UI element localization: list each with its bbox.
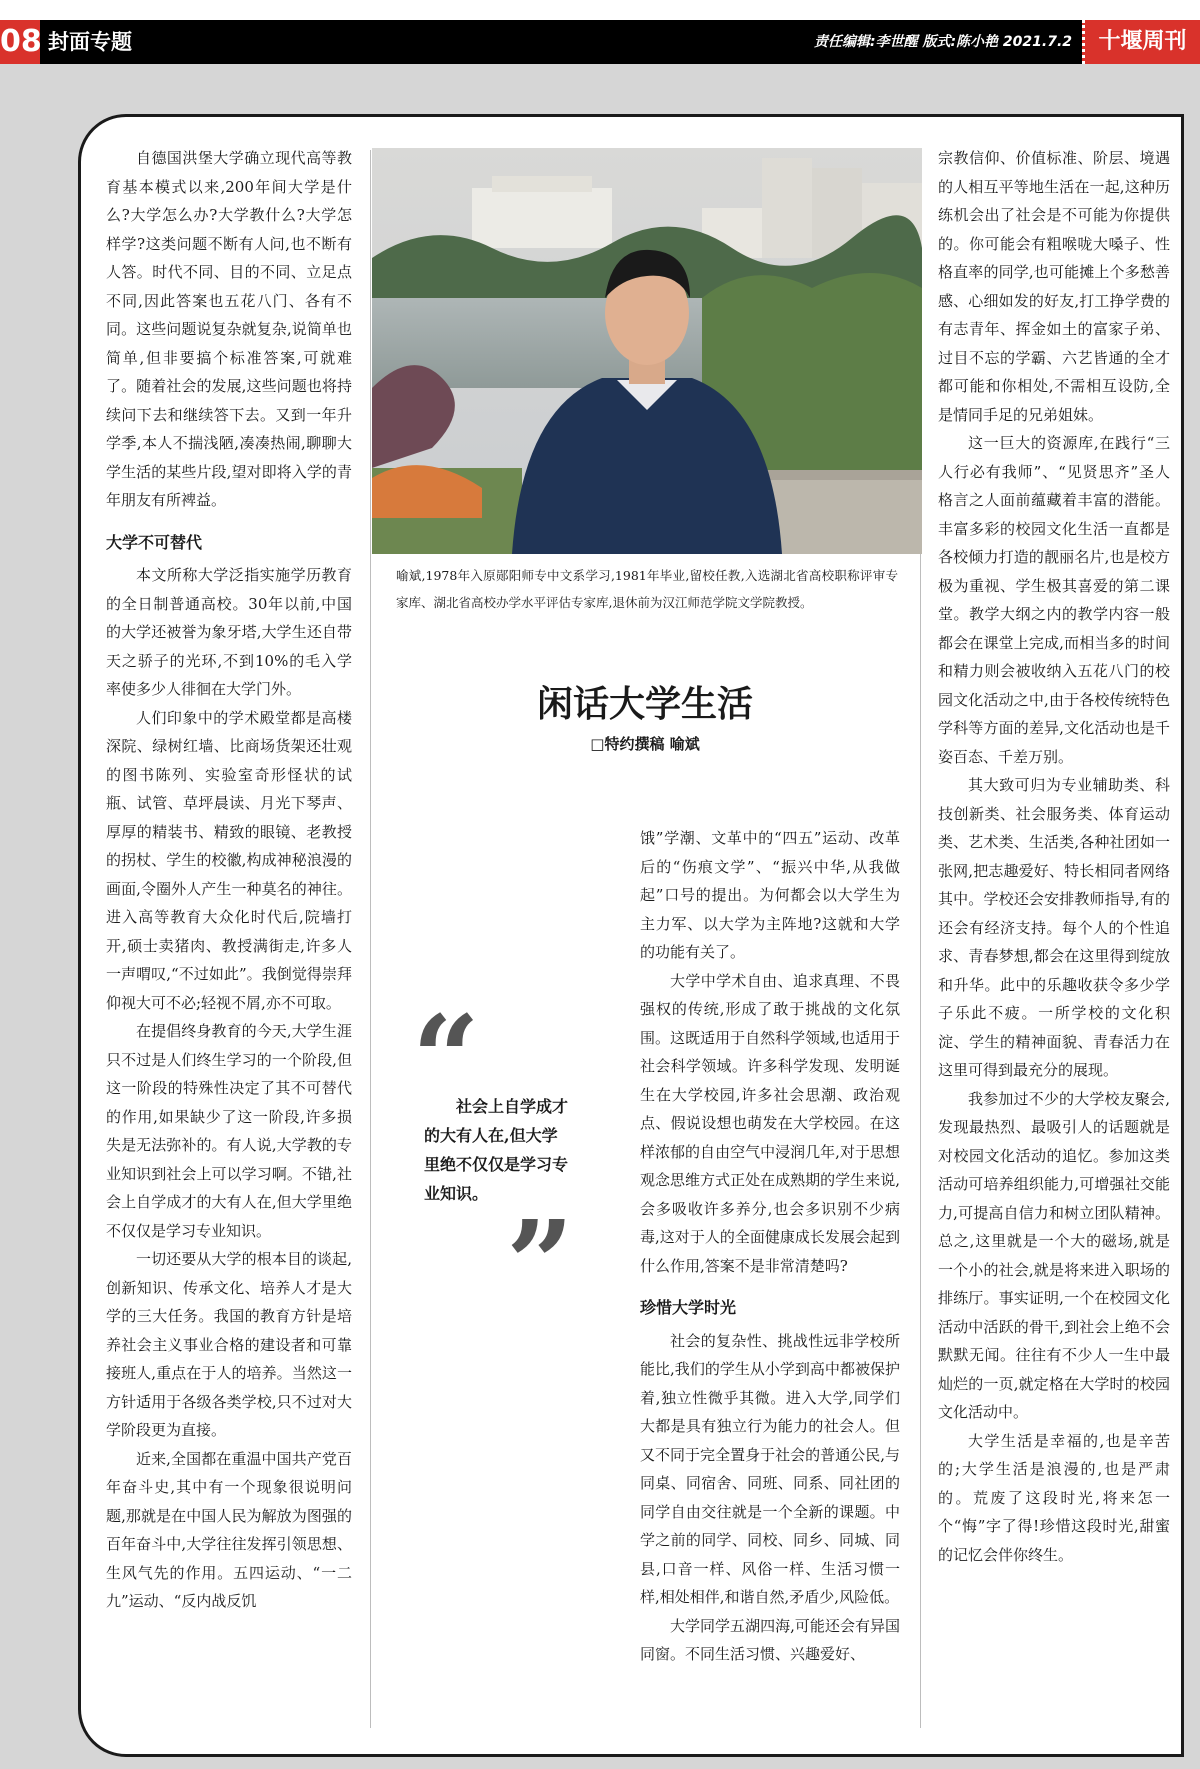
article-byline: □特约撰稿 喻斌 xyxy=(590,735,700,753)
pull-quote: 社会上自学成才的大有人在,但大学里绝不仅仅是学习专业知识。 xyxy=(424,1097,569,1203)
paragraph: 大学生活是幸福的,也是辛苦的;大学生活是浪漫的,也是严肃的。荒废了这段时光,将来怎一个“悔”字了得!珍惜这段时光,甜蜜的记忆会伴你终生。 xyxy=(938,1431,1170,1564)
photo-caption: 喻斌,1978年入原郧阳师专中文系学习,1981年毕业,留校任教,入选湖北省高校职称评审专家库、湖北省高校办学水平评估专家库,退休前为汉江师范学院文学院教授。 xyxy=(396,568,898,610)
quote-close-icon: ” xyxy=(506,1194,574,1333)
page-header xyxy=(0,20,1200,64)
editor-info: 责任编辑:李世醒 版式:陈小艳 2021.7.2 xyxy=(813,34,1072,50)
section-title: 封面专题 xyxy=(48,30,132,54)
paragraph: 人们印象中的学术殿堂都是高楼深院、绿树红墙、比商场货架还壮观的图书陈列、实验室奇形怪状的试瓶、试管、草坪晨读、月光下琴声、厚厚的精装书、精致的眼镜、老教授的拐杖、学生的校徽,构成神秘浪漫的画面,令圈外人产生一种莫名的神往。进入高等教育大众化时代后,院墙打开,硕士卖猪肉、教授满街走,许多人一声喟叹,“不过如此”。我倒觉得崇拜仰视大可不必;轻视不屑,亦不可取。 xyxy=(106,708,352,1012)
article-column-1 xyxy=(106,144,352,1616)
author-photo-image xyxy=(372,148,922,554)
paragraph: 大学中学术自由、追求真理、不畏强权的传统,形成了敢于挑战的文化氛围。这既适用于自然科学领域,也适用于社会科学领域。许多科学发现、发明诞生在大学校园,许多社会思潮、政治观点、假说设想也萌发在大学校园。在这样浓郁的自由空气中浸润几年,对于思想观念思维方式正处在成熟期的学生来说,会多吸收许多养分,也会多识别不少病毒,这对于人的全面健康成长发展会起到什么作用,答案不是非常清楚吗? xyxy=(640,971,900,1275)
paragraph: 其大致可归为专业辅助类、科技创新类、社会服务类、体育运动类、艺术类、生活类,各种社团如一张网,把志趣爱好、特长相同者网络其中。学校还会安排教师指导,有的还会有经济支持。每个人的个性追求、青春梦想,都会在这里得到绽放和升华。此中的乐趣收获令多少学子乐此不疲。一所学校的文化积淀、学生的精神面貌、青春活力在这里可得到最充分的展现。 xyxy=(938,776,1170,1079)
author-photo xyxy=(372,148,922,554)
quote-open-icon: “ xyxy=(412,989,480,1128)
paragraph: 饿”学潮、文革中的“四五”运动、改革后的“伤痕文学”、“振兴中华,从我做起”口号的提出。为何都会以大学生为主力军、以大学为主阵地?这就和大学的功能有关了。 xyxy=(640,829,900,961)
brand-logo: 十堰周刊 xyxy=(1082,20,1200,64)
page-number: 08 xyxy=(0,20,40,64)
section-heading-2: 珍惜大学时光 xyxy=(640,1298,737,1317)
paragraph: 本文所称大学泛指实施学历教育的全日制普通高校。30年以前,中国的大学还被誉为象牙塔,大学生还自带天之骄子的光环,不到10%的毛入学率使多少人徘徊在大学门外。 xyxy=(106,566,352,698)
paragraph: 宗教信仰、价值标准、阶层、境遇的人相互平等地生活在一起,这种历练机会出了社会是不可能为你提供的。你可能会有粗喉咙大嗓子、性格直率的同学,也可能摊上个多愁善感、心细如发的好友,打工挣学费的有志青年、挥金如土的富家子弟、过目不忘的学霸、六艺皆通的全才都可能和你相处,不需相互设防,全是情同手足的兄弟姐妹。 xyxy=(938,149,1170,424)
paragraph: 近来,全国都在重温中国共产党百年奋斗史,其中有一个现象很说明问题,那就是在中国人民为解放为图强的百年奋斗中,大学往往发挥引领思想、生风气先的作用。五四运动、“一二九”运动、“反内战反饥 xyxy=(106,1449,352,1610)
article-intro: 自德国洪堡大学确立现代高等教育基本模式以来,200年间大学是什么?大学怎么办?大学教什么?大学怎样学?这类问题不断有人问,也不断有人答。时代不同、目的不同、立足点不同,因此答案也五花八门、各有不同。这些问题说复杂就复杂,说简单也简单,但非要搞个标准答案,可就难了。随着社会的发展,这些问题也将持续问下去和继续答下去。又到一年升学季,本人不揣浅陋,凑凑热闹,聊聊大学生活的某些片段,望对即将入学的青年朋友有所裨益。 xyxy=(106,149,352,509)
section-heading-1: 大学不可替代 xyxy=(106,532,203,552)
paragraph: 这一巨大的资源库,在践行“三人行必有我师”、“见贤思齐”圣人格言之人面前蕴藏着丰富的潜能。丰富多彩的校园文化生活一直都是各校倾力打造的靓丽名片,也是校方极为重视、学生极其喜爱的第二课堂。教学大纲之内的教学内容一般都会在课堂上完成,而相当多的时间和精力则会被收纳入五花八门的校园文化活动之中,由于各校传统特色学科等方面的差异,文化活动也是千姿百态、千差万别。 xyxy=(938,434,1170,766)
column-divider xyxy=(370,150,371,1728)
article-column-3 xyxy=(938,144,1170,1569)
article-column-2 xyxy=(640,824,900,1669)
paragraph: 在提倡终身教育的今天,大学生涯只不过是人们终生学习的一个阶段,但这一阶段的特殊性决定了其不可替代的作用,如果缺少了这一阶段,许多损失是无法弥补的。有人说,大学教的专业知识到社会上可以学习啊。不错,社会上自学成才的大有人在,但大学里绝不仅仅是学习专业知识。 xyxy=(106,1022,352,1240)
article-title: 闲话大学生活 xyxy=(536,684,753,725)
paragraph: 一切还要从大学的根本目的谈起,创新知识、传承文化、培养人才是大学的三大任务。我国的教育方针是培养社会主义事业合格的建设者和可靠接班人,重点在于人的培养。当然这一方针适用于各级各类学校,只不过对大学阶段更为直接。 xyxy=(106,1250,352,1439)
paragraph: 我参加过不少的大学校友聚会,发现最热烈、最吸引人的话题就是对校园文化活动的追忆。参加这类活动可培养组织能力,可增强社交能力,可提高自信力和树立团队精神。总之,这里就是一个大的磁场,就是一个小的社会,就是将来进入职场的排练厅。事实证明,一个在校园文化活动中活跃的骨干,到社会上绝不会默默无闻。往往有不少人一生中最灿烂的一页,就定格在大学时的校园文化活动中。 xyxy=(938,1089,1170,1421)
paragraph: 大学同学五湖四海,可能还会有异国同窗。不同生活习惯、兴趣爱好、 xyxy=(640,1616,900,1663)
paragraph: 社会的复杂性、挑战性远非学校所能比,我们的学生从小学到高中都被保护着,独立性微乎其微。进入大学,同学们大都是具有独立行为能力的社会人。但又不同于完全置身于社会的普通公民,与同桌、同宿舍、同班、同系、同社团的同学自由交往就是一个全新的课题。中学之前的同学、同校、同乡、同城、同县,口音一样、风俗一样、生活习惯一样,相处相伴,和谐自然,矛盾少,风险低。 xyxy=(640,1331,900,1606)
